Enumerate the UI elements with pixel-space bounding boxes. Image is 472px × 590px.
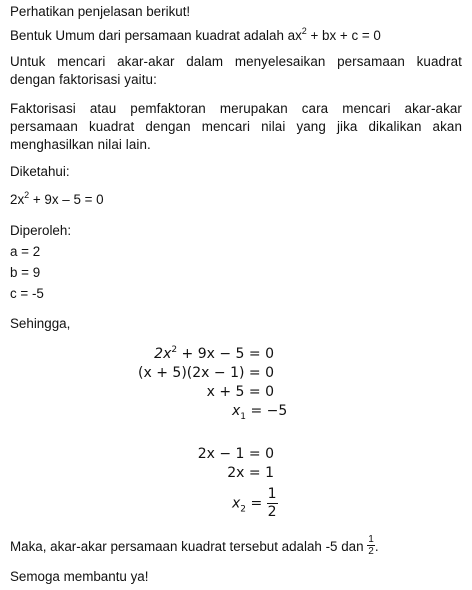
coefficient-a: a = 2 <box>10 244 41 259</box>
conclusion-text <box>10 536 379 559</box>
step-eq4-var: x <box>232 403 241 419</box>
step-eq5: 2x − 1 = 0 <box>197 446 274 462</box>
step-eq3: x + 5 = 0 <box>206 384 274 400</box>
known-eq-exponent: 2 <box>24 190 30 200</box>
conclusion-numerator: 1 <box>368 534 374 545</box>
step-eq7-subscript: 2 <box>240 504 247 515</box>
conclusion-fraction <box>367 534 375 557</box>
step-eq1 <box>154 345 274 363</box>
definition-text: Faktorisasi atau pemfaktoran merupakan cara mencari akar-akar persamaan kuadrat dengan mencari nilai yang jika dikalikan akan menghasilkan nilai lain. <box>10 101 462 152</box>
step-eq7-var: x <box>232 495 241 512</box>
general-form-suffix: + bx + c = 0 <box>306 28 381 43</box>
known-equation <box>10 191 104 209</box>
conclusion-denominator: 2 <box>368 546 374 557</box>
step-eq4 <box>232 402 287 420</box>
known-eq-suffix: + 9x – 5 = 0 <box>29 192 104 207</box>
step-eq6: 2x = 1 <box>227 465 274 481</box>
method-intro-text: Untuk mencari akar-akar dalam menyelesaikan persamaan kuadrat dengan faktorisasi yaitu: <box>10 54 462 87</box>
general-form-exponent: 2 <box>301 26 307 36</box>
known-label: Diketahui: <box>10 164 70 179</box>
step-eq7-equals: = <box>246 495 267 512</box>
coefficient-c: c = -5 <box>10 286 44 301</box>
step-eq2: (x + 5)(2x − 1) = 0 <box>138 365 274 381</box>
step-eq4-subscript: 1 <box>240 412 247 422</box>
known-eq-prefix: 2x <box>10 192 25 207</box>
step-eq7-fraction <box>267 486 278 521</box>
intro-text: Perhatikan penjelasan berikut! <box>10 4 191 19</box>
step-eq7-denominator: 2 <box>267 504 277 520</box>
general-form-text <box>10 27 381 45</box>
coefficient-b: b = 9 <box>10 265 41 280</box>
step-eq7 <box>232 486 278 521</box>
step-eq1-exponent: 2 <box>171 345 178 355</box>
step-eq1-right: + 9x − 5 = 0 <box>177 346 274 362</box>
conclusion-end: . <box>374 539 379 555</box>
step-eq7-numerator: 1 <box>267 486 277 502</box>
step-eq4-rest: = −5 <box>246 403 288 419</box>
conclusion-body: Maka, akar-akar persamaan kuadrat tersebut adalah -5 dan <box>10 539 368 555</box>
closing-text: Semoga membantu ya! <box>10 569 149 584</box>
obtained-label: Diperoleh: <box>10 223 72 238</box>
general-form-prefix: Bentuk Umum dari persamaan kuadrat adalah ax <box>10 28 302 43</box>
so-label: Sehingga, <box>10 316 71 331</box>
step-eq1-left: 2x <box>154 346 172 362</box>
